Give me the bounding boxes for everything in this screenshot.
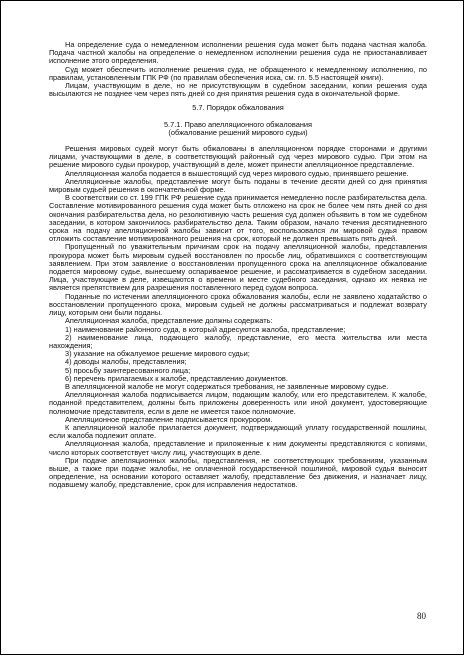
paragraph: Пропущенный по уважительным причинам срок на подачу апелляционной жалобы, представления прокурора может быть мировым судьей восстановлен по просьбе лиц, обратившихся с соответствующим заявлением. При этом заявление о восстановлении пропущенного срока на апелляционное обжалование подается мировому судье, вынесшему оспариваемое решение, и рассматривается в судебном заседании. Лица, участвующие в деле, извещаются о времени и месте судебного заседания, однако их неявка не является препятствием для разрешения поставленного перед судом вопроса. — [49, 242, 427, 293]
list-item: 1) наименование районного суда, в который адресуются жалоба, представление; — [65, 324, 346, 334]
paragraph: Апелляционное представление подписывается прокурором. — [65, 414, 273, 424]
page-number: 80 — [417, 611, 426, 621]
section-title: 5.7. Порядок обжалования — [192, 103, 284, 113]
paragraph: При подаче апелляционных жалобы, представления, не соответствующих требованиям, указанным выше, а также при подаче жалобы, не оплаченной государственной пошлиной, мировой судья выносит определение, на основании которого оставляет жалобу, представление без движения, и назначает лицу, подавшему жалобу, представление, срок для исправления недостатков. — [49, 455, 427, 490]
paragraph: Суд может обеспечить исполнение решения суда, не обращенного к немедленному исполнению, по правилам, установленным ГПК РФ (по правилам обеспечения иска, см. гл. 5.5 настоящей книги). — [49, 64, 427, 82]
list-item: 6) перечень прилагаемых к жалобе, представлению документов. — [65, 373, 288, 383]
list-item: 3) указание на обжалуемое решение мирового судьи; — [65, 349, 250, 359]
paragraph: К апелляционной жалобе прилагается документ, подтверждающий уплату государственной пошлины, если жалоба подлежит оплате. — [49, 422, 427, 441]
subsection-title: 5.7.1. Право апелляционного обжалования — [163, 119, 313, 129]
paragraph: Поданные по истечении апелляционного срока обжалования жалобы, если не заявлено ходатайство о восстановлении пропущенного срока, мировым судьей не должны рассматриваться и подлежат возврату лицу, которым они были поданы. — [49, 291, 427, 318]
page-content — [49, 41, 427, 490]
paragraph: Лицам, участвующим в деле, но не присутствующим в судебном заседании, копии решения суда высылаются не позднее чем через пять дней со дня принятия решения суда в окончательной форме. — [49, 81, 427, 99]
list-item: 2) наименование лица, подающего жалобу, представление, его места жительства или места нахождения; — [49, 332, 427, 350]
paragraph: Решения мировых судей могут быть обжалованы в апелляционном порядке сторонами и другими лицами, участвующими в деле, в соответствующий районный суд через мирового судью. При этом на решение мирового судьи прокурор, участвующий в деле, может принести апелляционное представление. — [49, 144, 427, 170]
paragraph: Апелляционная жалоба подается в вышестоящий суд через мирового судью, принявшего решение. — [65, 168, 409, 178]
paragraph: На определение суда о немедленном исполнении решения суда может быть подана частная жалоба. Подача частной жалобы на определение о немедленном исполнении решения суда не приостанавливает исполнение этого определения. — [49, 40, 427, 66]
paragraph: В апелляционной жалобе не могут содержаться требования, не заявленные мировому судье. — [65, 381, 389, 391]
list-item: 4) доводы жалобы, представления; — [65, 357, 187, 367]
list-item: 5) просьбу заинтересованного лица; — [65, 365, 191, 375]
paragraph: Апелляционная жалоба подписывается лицом, подающим жалобу, или его представителем. К жалобе, поданной представителем, должны быть приложены доверенность или иной документ, удостоверяющие полномочие представителя, если в деле не имеется такое полномочие. — [49, 390, 427, 416]
paragraph: Апелляционные жалобы, представление могут быть поданы в течение десяти дней со дня принятия мировым судьей решения в окончательной форме. — [49, 176, 427, 195]
paragraph: В соответствии со ст. 199 ГПК РФ решение суда принимается немедленно после разбирательства дела. Составление мотивированного решения суда может быть отложено на срок не более чем пять дней со дня окончания разбирательства дела, но резолютивную часть решения суд должен объявить в том же судебном заседании, в котором закончилось разбирательство дела. Таким образом, начало течения десятидневного срока на подачу апелляционной жалобы зависит от того, воспользовался ли мировой судья правом отложить составление мотивированного решения на срок, который не должен превышать пять дней. — [49, 193, 427, 244]
subsection-subtitle: (обжалование решений мирового судьи) — [168, 127, 308, 137]
paragraph: Апелляционная жалоба, представление должны содержать: — [65, 316, 273, 326]
paragraph: Апелляционная жалоба, представление и приложенные к ним документы представляются с копиями, число которых соответствует числу лиц, участвующих в деле. — [49, 439, 427, 457]
